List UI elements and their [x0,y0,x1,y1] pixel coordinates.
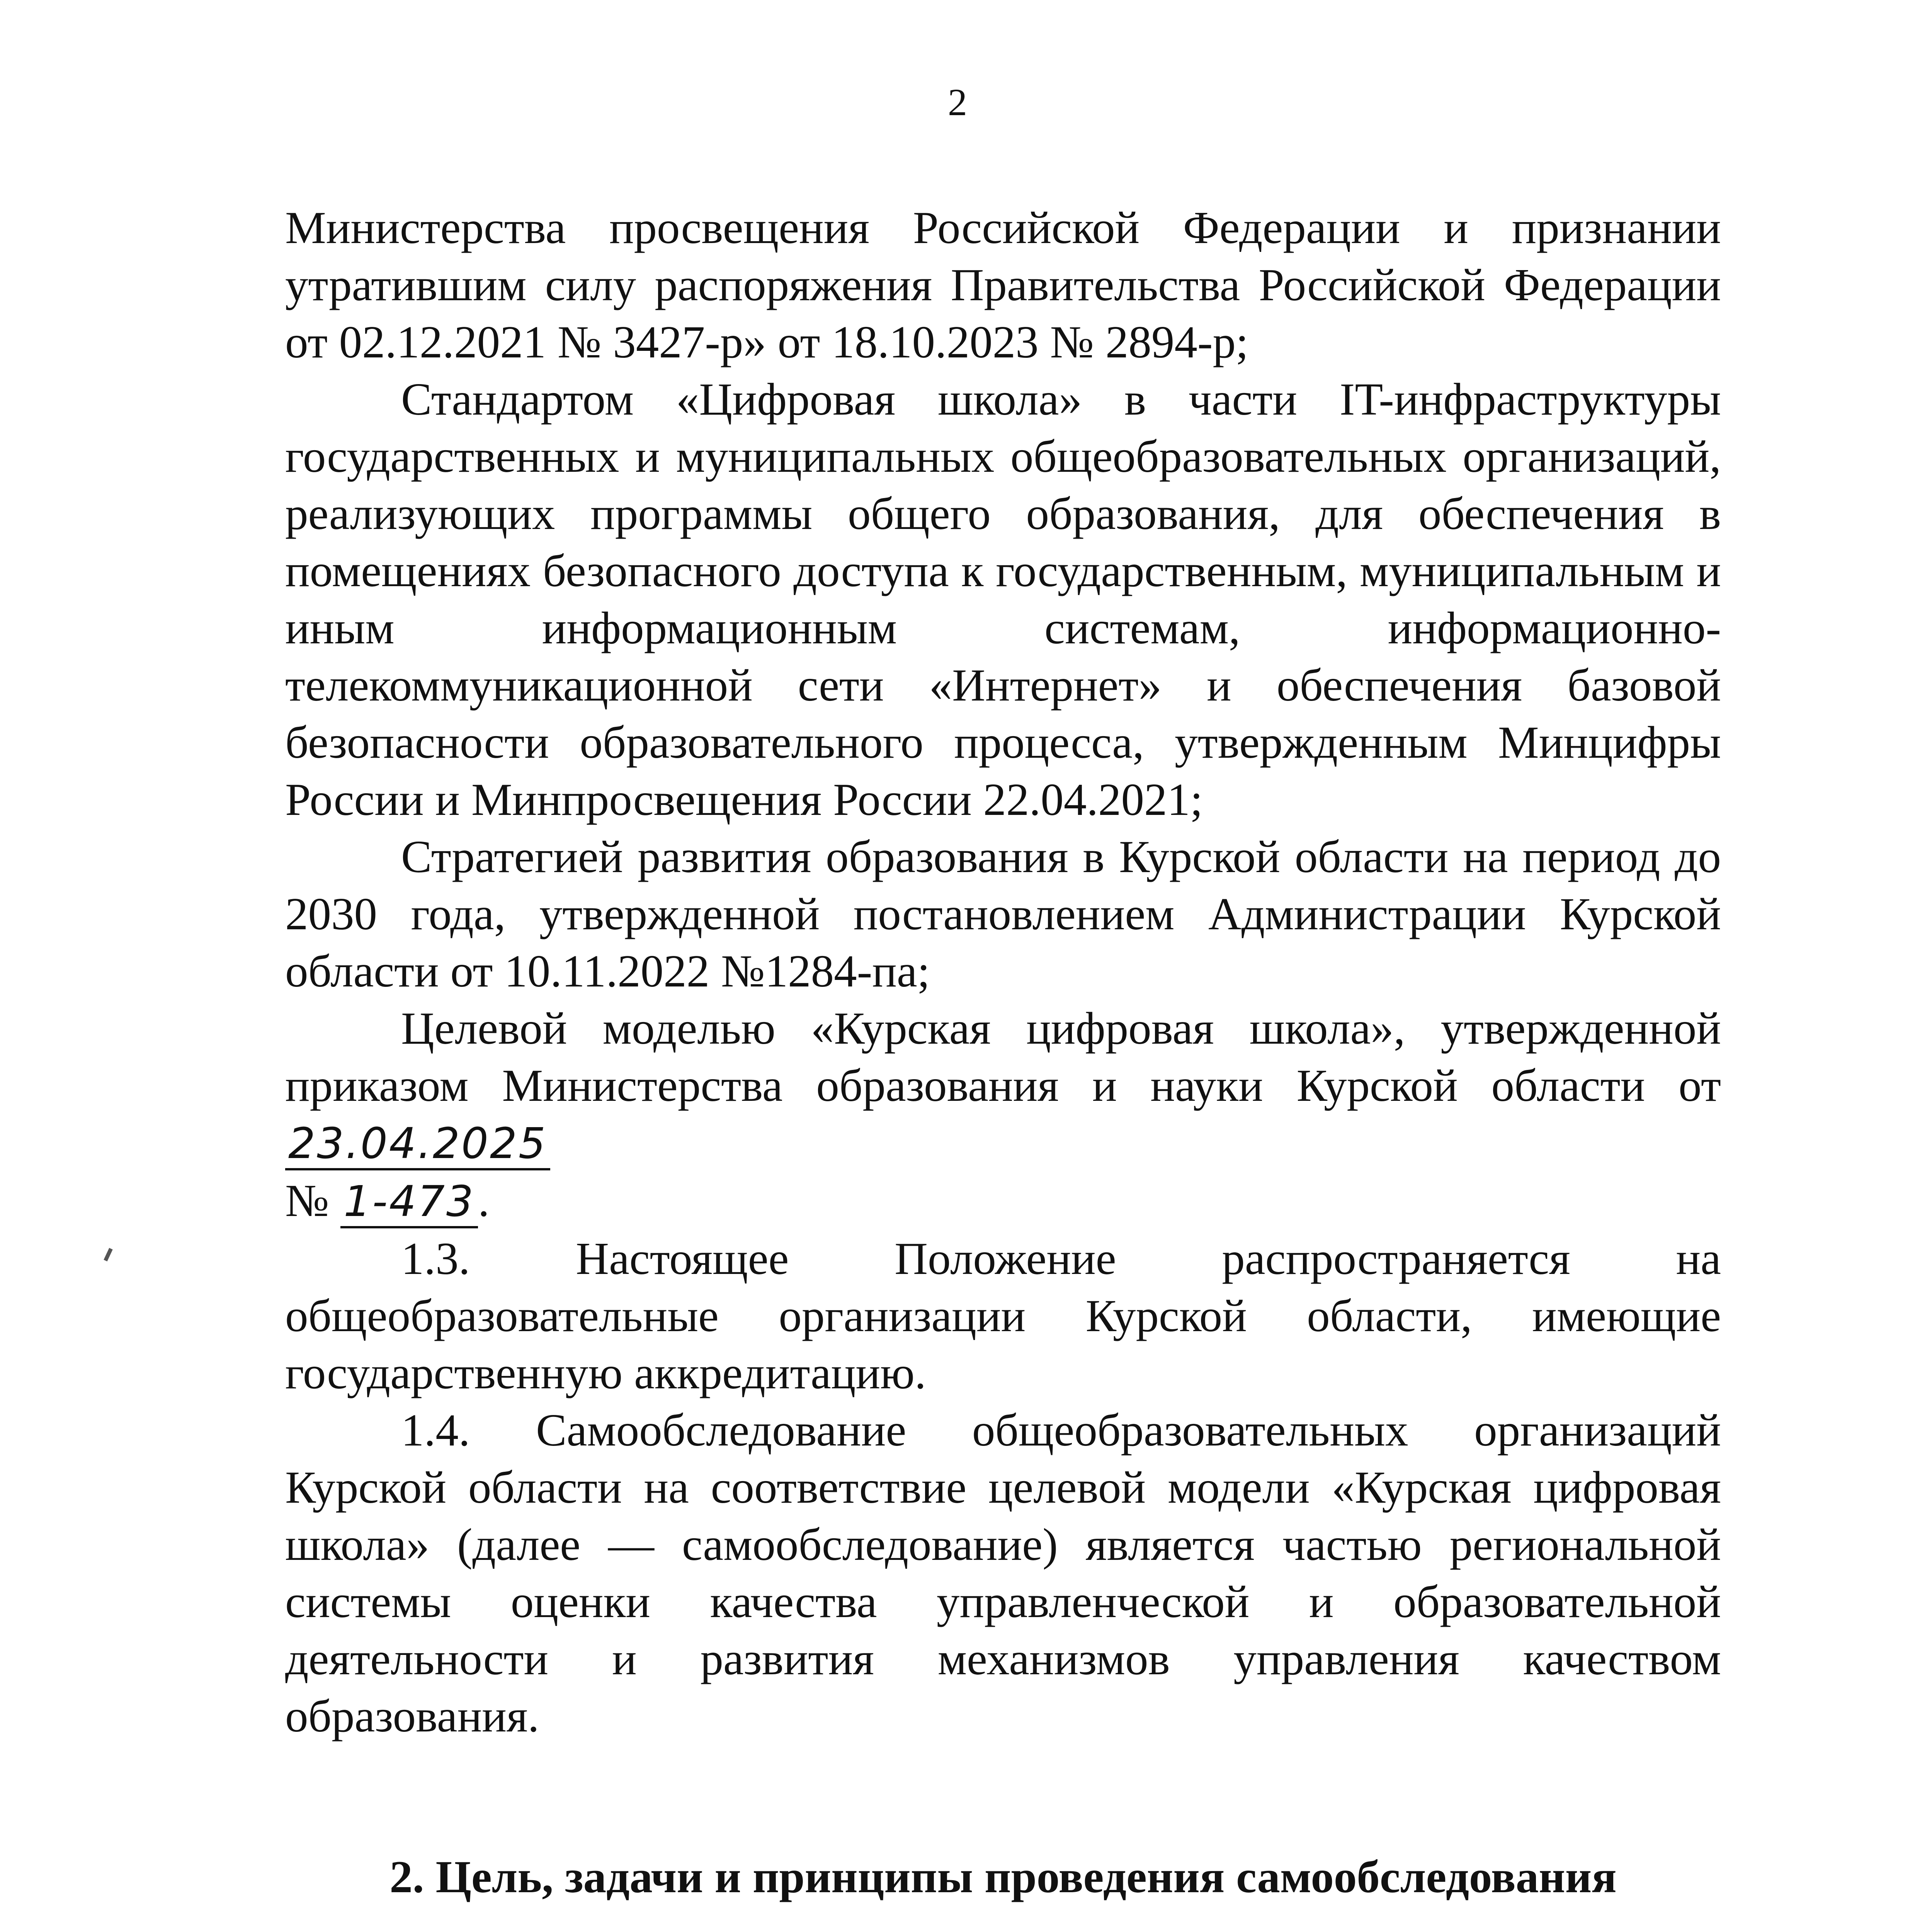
document-body [285,199,1721,1932]
order-number-end: . [478,1175,490,1226]
spacer [285,1745,1721,1848]
standard-paragraph: Стандартом «Цифровая школа» в части IT-инфраструктуры государственных и муниципальных общеобразовательных организаций, реализующих программы общего образования, для обеспечения в помещениях безопасного доступа к государственным, муниципальным и иным информационным системам, информационно-телекоммуникационной сети «Интернет» и обеспечения базовой безопасности образовательного процесса, утвержденным Минцифры России и Минпросвещения России 22.04.2021; [285,374,1721,825]
paragraph-1-3: 1.3. Настоящее Положение распространяется на общеобразовательные организации Курской области, имеющие государственную аккредитацию. [285,1233,1721,1398]
target-model-paragraph [285,1000,1721,1230]
page-number: 2 [948,81,967,124]
order-number-sign: № [285,1175,329,1226]
strategy-paragraph: Стратегией развития образования в Курской области на период до 2030 года, утвержденной постановлением Администрации Курской области от 10.11.2022 №1284-па; [285,831,1721,997]
section-2-heading: 2. Цель, задачи и принципы проведения самообследования [389,1851,1617,1902]
target-model-text: Целевой моделью «Курская цифровая школа», утвержденной приказом Министерства образования и науки Курской области от [285,1003,1721,1111]
stray-scan-mark [104,1248,112,1261]
handwritten-date: 23.04.2025 [285,1119,550,1170]
paragraph-1-4: 1.4. Самообследование общеобразовательных организаций Курской области на соответствие целевой модели «Курская цифровая школа» (далее — самообследование) является частью региональной системы оценки качества управленческой и образовательной деятельности и развития механизмов управления качеством образования. [285,1405,1721,1742]
handwritten-order-number: 1-473 [340,1177,478,1228]
intro-paragraph: Министерства просвещения Российской Федерации и признании утратившим силу распоряжения Правительства Российской Федерации от 02.12.2021 № 3427-р» от 18.10.2023 № 2894-р; [285,202,1721,367]
spacer [285,1905,1721,1932]
